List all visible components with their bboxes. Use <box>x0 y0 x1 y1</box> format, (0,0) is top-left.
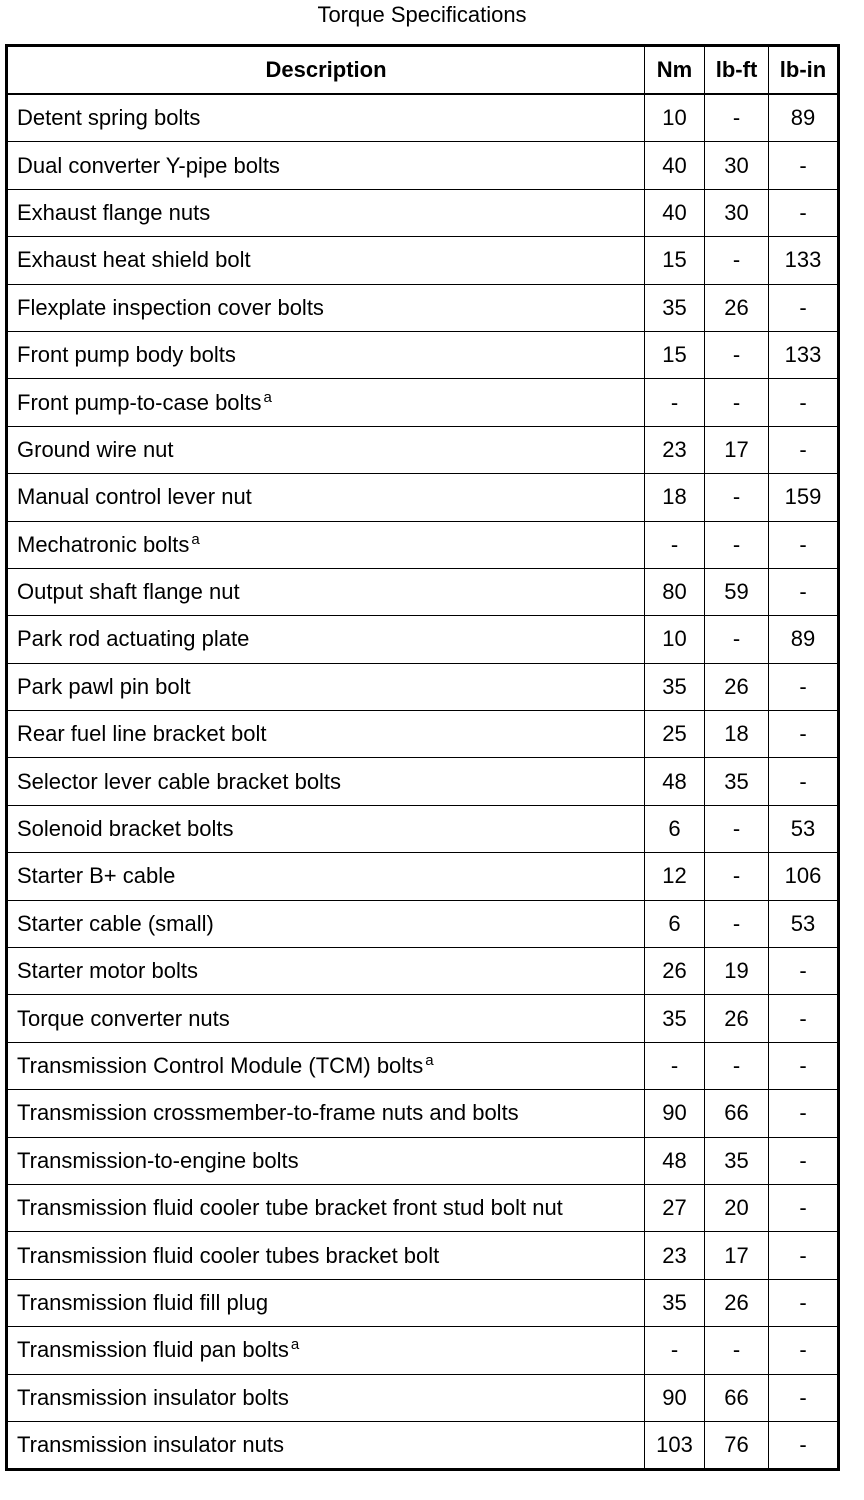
description-text: Park rod actuating plate <box>17 626 250 652</box>
description-cell <box>7 1184 645 1231</box>
table-row <box>7 900 839 947</box>
lb-ft-cell: - <box>705 1327 769 1374</box>
lb-in-cell: - <box>769 379 839 426</box>
description-text: Exhaust heat shield bolt <box>17 247 251 273</box>
description-text: Starter cable (small) <box>17 910 214 936</box>
lb-ft-cell: 17 <box>705 1232 769 1279</box>
nm-cell: 15 <box>645 237 705 284</box>
torque-specifications-table <box>5 44 840 1471</box>
description-cell <box>7 379 645 426</box>
lb-in-cell: - <box>769 1137 839 1184</box>
lb-ft-cell: - <box>705 805 769 852</box>
lb-in-cell: - <box>769 568 839 615</box>
table-row <box>7 1137 839 1184</box>
lb-in-cell: 106 <box>769 853 839 900</box>
description-text: Ground wire nut <box>17 436 174 462</box>
description-cell <box>7 1327 645 1374</box>
description-text: Transmission fluid cooler tubes bracket bolt <box>17 1242 440 1268</box>
description-cell <box>7 805 645 852</box>
description-text: Starter B+ cable <box>17 863 176 889</box>
description-cell <box>7 284 645 331</box>
lb-in-cell: - <box>769 1421 839 1469</box>
lb-ft-cell: - <box>705 1042 769 1089</box>
lb-in-cell: 133 <box>769 331 839 378</box>
lb-in-cell: - <box>769 1279 839 1326</box>
description-text: Solenoid bracket bolts <box>17 816 234 842</box>
description-cell <box>7 189 645 236</box>
lb-in-cell: - <box>769 1232 839 1279</box>
description-cell <box>7 853 645 900</box>
nm-cell: 48 <box>645 758 705 805</box>
lb-ft-cell: - <box>705 379 769 426</box>
table-row <box>7 237 839 284</box>
description-cell <box>7 711 645 758</box>
lb-ft-cell: 26 <box>705 1279 769 1326</box>
description-cell <box>7 616 645 663</box>
description-cell <box>7 521 645 568</box>
lb-in-cell: 89 <box>769 616 839 663</box>
description-text: Transmission fluid cooler tube bracket front stud bolt nut <box>17 1195 563 1221</box>
footnote-marker: a <box>263 388 272 406</box>
nm-cell: 35 <box>645 1279 705 1326</box>
nm-cell: 23 <box>645 426 705 473</box>
table-row <box>7 474 839 521</box>
lb-ft-cell: 30 <box>705 142 769 189</box>
lb-ft-cell: 30 <box>705 189 769 236</box>
table-row <box>7 853 839 900</box>
description-cell <box>7 758 645 805</box>
description-text: Starter motor bolts <box>17 958 198 984</box>
nm-cell: 26 <box>645 948 705 995</box>
lb-in-cell: - <box>769 142 839 189</box>
lb-ft-cell: - <box>705 900 769 947</box>
lb-ft-cell: 35 <box>705 1137 769 1184</box>
table-row <box>7 663 839 710</box>
table-row <box>7 568 839 615</box>
description-cell <box>7 1232 645 1279</box>
description-cell <box>7 900 645 947</box>
nm-cell: 40 <box>645 189 705 236</box>
nm-cell: 40 <box>645 142 705 189</box>
description-cell <box>7 426 645 473</box>
description-text: Torque converter nuts <box>17 1005 230 1031</box>
lb-in-cell: - <box>769 1327 839 1374</box>
description-text: Transmission insulator bolts <box>17 1384 289 1410</box>
description-text: Transmission crossmember-to-frame nuts and bolts <box>17 1100 519 1126</box>
description-text: Transmission insulator nuts <box>17 1432 284 1458</box>
description-cell <box>7 948 645 995</box>
lb-in-cell: - <box>769 284 839 331</box>
table-row <box>7 948 839 995</box>
table-row <box>7 805 839 852</box>
header-description: Description <box>7 46 645 95</box>
lb-in-cell: - <box>769 948 839 995</box>
nm-cell: 90 <box>645 1374 705 1421</box>
nm-cell: - <box>645 1327 705 1374</box>
lb-in-cell: 89 <box>769 94 839 142</box>
lb-ft-cell: 35 <box>705 758 769 805</box>
description-text: Dual converter Y-pipe bolts <box>17 152 280 178</box>
table-row <box>7 1090 839 1137</box>
description-cell <box>7 663 645 710</box>
nm-cell: 10 <box>645 616 705 663</box>
nm-cell: 25 <box>645 711 705 758</box>
lb-ft-cell: - <box>705 474 769 521</box>
table-row <box>7 379 839 426</box>
nm-cell: - <box>645 521 705 568</box>
nm-cell: 23 <box>645 1232 705 1279</box>
lb-ft-cell: - <box>705 853 769 900</box>
description-text: Rear fuel line bracket bolt <box>17 721 267 747</box>
nm-cell: 103 <box>645 1421 705 1469</box>
description-cell <box>7 474 645 521</box>
lb-in-cell: - <box>769 663 839 710</box>
lb-in-cell: - <box>769 189 839 236</box>
nm-cell: 90 <box>645 1090 705 1137</box>
header-lb-ft: lb-ft <box>705 46 769 95</box>
table-row <box>7 758 839 805</box>
description-text: Detent spring bolts <box>17 105 201 131</box>
lb-ft-cell: 76 <box>705 1421 769 1469</box>
lb-in-cell: - <box>769 521 839 568</box>
description-text: Transmission Control Module (TCM) bolts <box>17 1053 424 1078</box>
table-row <box>7 189 839 236</box>
footnote-marker: a <box>425 1052 434 1069</box>
lb-ft-cell: - <box>705 521 769 568</box>
table-body <box>7 94 839 1470</box>
lb-ft-cell: - <box>705 331 769 378</box>
description-text: Exhaust flange nuts <box>17 199 211 225</box>
lb-in-cell: 159 <box>769 474 839 521</box>
lb-ft-cell: 66 <box>705 1374 769 1421</box>
header-lb-in: lb-in <box>769 46 839 95</box>
table-row <box>7 521 839 568</box>
table-row <box>7 1042 839 1089</box>
description-text: Transmission-to-engine bolts <box>17 1147 299 1173</box>
lb-ft-cell: 17 <box>705 426 769 473</box>
lb-in-cell: 133 <box>769 237 839 284</box>
nm-cell: 35 <box>645 663 705 710</box>
description-cell <box>7 94 645 142</box>
description-text: Transmission fluid fill plug <box>17 1289 269 1315</box>
nm-cell: - <box>645 379 705 426</box>
description-text: Front pump-to-case bolts <box>17 389 262 415</box>
table-row <box>7 1279 839 1326</box>
lb-ft-cell: - <box>705 616 769 663</box>
description-cell <box>7 1090 645 1137</box>
lb-in-cell: - <box>769 1090 839 1137</box>
description-cell <box>7 142 645 189</box>
nm-cell: 48 <box>645 1137 705 1184</box>
table-row <box>7 1421 839 1469</box>
nm-cell: 6 <box>645 805 705 852</box>
table-row <box>7 284 839 331</box>
nm-cell: 27 <box>645 1184 705 1231</box>
lb-ft-cell: - <box>705 94 769 142</box>
table-caption: Torque Specifications <box>317 2 527 27</box>
table-row <box>7 142 839 189</box>
nm-cell: 6 <box>645 900 705 947</box>
footnote-marker: a <box>191 530 200 548</box>
table-row <box>7 1232 839 1279</box>
lb-in-cell: - <box>769 1184 839 1231</box>
description-text: Park pawl pin bolt <box>17 673 191 699</box>
description-cell <box>7 1137 645 1184</box>
lb-ft-cell: - <box>705 237 769 284</box>
description-cell <box>7 1374 645 1421</box>
nm-cell: 12 <box>645 853 705 900</box>
nm-cell: 15 <box>645 331 705 378</box>
table-row <box>7 711 839 758</box>
table-row <box>7 331 839 378</box>
description-text: Transmission fluid pan bolts <box>17 1337 289 1363</box>
table-row <box>7 616 839 663</box>
nm-cell: - <box>645 1042 705 1089</box>
description-text: Selector lever cable bracket bolts <box>17 768 342 794</box>
lb-ft-cell: 18 <box>705 711 769 758</box>
description-cell <box>7 1421 645 1469</box>
nm-cell: 80 <box>645 568 705 615</box>
lb-in-cell: - <box>769 426 839 473</box>
description-text: Mechatronic bolts <box>17 531 190 557</box>
description-cell <box>7 1279 645 1326</box>
lb-ft-cell: 26 <box>705 663 769 710</box>
lb-ft-cell: 26 <box>705 995 769 1042</box>
nm-cell: 35 <box>645 284 705 331</box>
description-cell <box>7 568 645 615</box>
footnote-marker: a <box>290 1336 300 1354</box>
table-row <box>7 1327 839 1374</box>
description-text: Manual control lever nut <box>17 484 252 510</box>
table-row <box>7 995 839 1042</box>
lb-ft-cell: 66 <box>705 1090 769 1137</box>
lb-in-cell: - <box>769 995 839 1042</box>
lb-ft-cell: 59 <box>705 568 769 615</box>
lb-ft-cell: 26 <box>705 284 769 331</box>
description-cell <box>7 237 645 284</box>
nm-cell: 35 <box>645 995 705 1042</box>
table-row <box>7 94 839 142</box>
nm-cell: 10 <box>645 94 705 142</box>
table-row <box>7 426 839 473</box>
lb-in-cell: - <box>769 758 839 805</box>
description-cell <box>7 331 645 378</box>
lb-in-cell: - <box>769 1042 839 1089</box>
lb-in-cell: - <box>769 1374 839 1421</box>
description-cell <box>7 995 645 1042</box>
lb-ft-cell: 19 <box>705 948 769 995</box>
description-text: Flexplate inspection cover bolts <box>17 294 324 320</box>
nm-cell: 18 <box>645 474 705 521</box>
table-row <box>7 1184 839 1231</box>
header-nm: Nm <box>645 46 705 95</box>
lb-ft-cell: 20 <box>705 1184 769 1231</box>
header-row <box>7 46 839 95</box>
table-row <box>7 1374 839 1421</box>
description-text: Front pump body bolts <box>17 342 236 368</box>
description-text: Output shaft flange nut <box>17 579 240 605</box>
lb-in-cell: 53 <box>769 900 839 947</box>
lb-in-cell: 53 <box>769 805 839 852</box>
lb-in-cell: - <box>769 711 839 758</box>
description-cell <box>7 1042 645 1089</box>
